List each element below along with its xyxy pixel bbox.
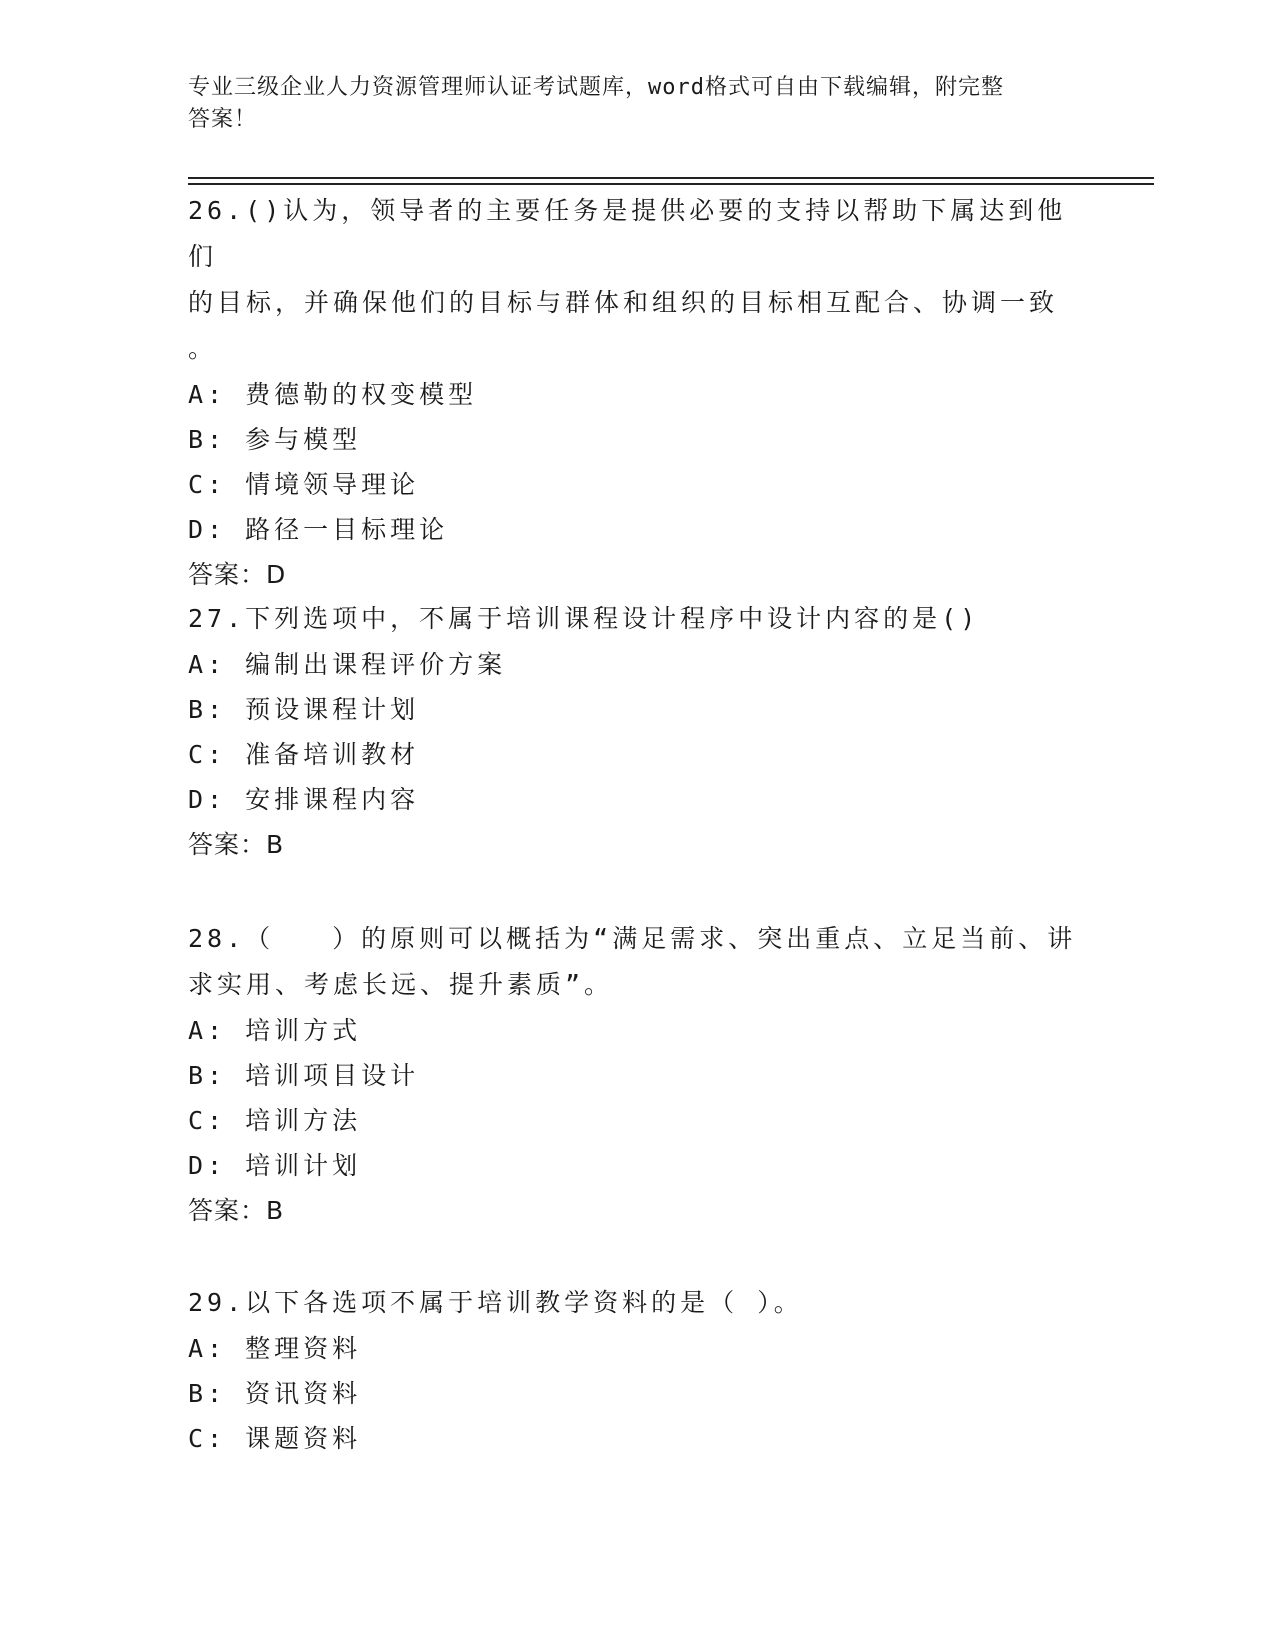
answer-label: 答案：B bbox=[188, 1196, 285, 1225]
option-a: A: 费德勒的权变模型 bbox=[188, 380, 478, 409]
option-c: C: 情境领导理论 bbox=[188, 470, 420, 499]
answer-label: 答案：D bbox=[188, 560, 287, 589]
option-b: B: 预设课程计划 bbox=[188, 695, 420, 724]
option-d: D: 培训计划 bbox=[188, 1151, 362, 1180]
answer-label: 答案：B bbox=[188, 830, 285, 859]
header-divider-top bbox=[188, 177, 1154, 179]
question-stem-line: 28.（ ）的原则可以概括为“满足需求、突出重点、立足当前、讲 bbox=[188, 924, 1077, 953]
question-28 bbox=[188, 916, 1088, 1234]
document-header bbox=[188, 72, 1068, 136]
question-stem-line: 求实用、考虑长远、提升素质”。 bbox=[188, 970, 614, 999]
option-d: D: 路径一目标理论 bbox=[188, 515, 449, 544]
question-stem-line: 27.下列选项中，不属于培训课程设计程序中设计内容的是() bbox=[188, 604, 980, 633]
header-line-2: 答案！ bbox=[188, 107, 258, 132]
question-stem-line: 29.以下各选项不属于培训教学资料的是（ ）。 bbox=[188, 1288, 803, 1317]
header-line-1: 专业三级企业人力资源管理师认证考试题库，word格式可自由下载编辑，附完整 bbox=[188, 75, 1004, 100]
option-c: C: 课题资料 bbox=[188, 1424, 362, 1453]
question-stem-line: 。 bbox=[188, 334, 218, 363]
option-b: B: 培训项目设计 bbox=[188, 1061, 420, 1090]
question-stem-line: 的目标，并确保他们的目标与群体和组织的目标相互配合、协调一致 bbox=[188, 288, 1059, 317]
option-a: A: 培训方式 bbox=[188, 1016, 362, 1045]
option-b: B: 资讯资料 bbox=[188, 1379, 362, 1408]
question-26 bbox=[188, 188, 1088, 598]
option-d: D: 安排课程内容 bbox=[188, 785, 420, 814]
option-c: C: 培训方法 bbox=[188, 1106, 362, 1135]
question-27 bbox=[188, 596, 1088, 868]
question-stem-line: 26.()认为，领导者的主要任务是提供必要的支持以帮助下属达到他们 bbox=[188, 196, 1067, 271]
option-c: C: 准备培训教材 bbox=[188, 740, 420, 769]
option-b: B: 参与模型 bbox=[188, 425, 362, 454]
question-29 bbox=[188, 1280, 1088, 1461]
header-divider-bottom bbox=[188, 183, 1154, 185]
option-a: A: 编制出课程评价方案 bbox=[188, 650, 507, 679]
option-a: A: 整理资料 bbox=[188, 1334, 362, 1363]
